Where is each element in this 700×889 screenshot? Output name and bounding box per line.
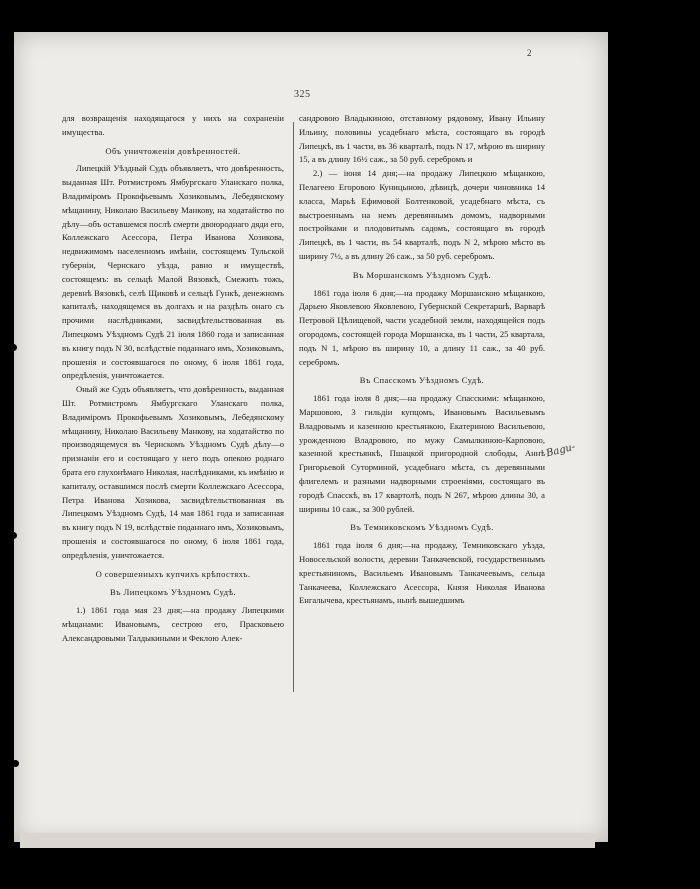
binding-hole-icon — [10, 344, 17, 351]
corner-mark: 2 — [527, 48, 532, 58]
paragraph: 1.) 1861 года мая 23 дня;—на продажу Липецкими мѣщанами: Ивановымъ, сестрою его, Прасковьею Александровыми Талдыкиными и Феклою Алек- — [62, 605, 284, 643]
section-heading: Въ Темниковскомъ Уѣздномъ Судѣ. — [350, 522, 494, 533]
section-heading: О совершенныхъ купчихъ крѣпостяхъ. — [95, 568, 251, 579]
margin-handwritten-note: Bagu- — [545, 441, 577, 460]
right-column — [299, 112, 545, 608]
section-heading: Въ Липецкомъ Уѣздномъ Судѣ. — [109, 587, 237, 598]
paragraph: 1861 года іюля 6 дня;—на продажу Моршанскою мѣщанкою, Дарьею Яковлевою Яковлевою, Губернской Секретаршѣ, Варварѣ Петровой Цѣлищевой, части усадебной земли, находящейся подъ огородомъ, состоящей города Моршанска, въ 1 части, 25 квартала, подъ N 1, мѣрою въ ширину 10, а длину 11 саж., за 40 руб. серебромъ. — [299, 287, 545, 367]
paragraph: для возвращенія находящагося у нихъ на сохраненіи имущества. — [62, 113, 284, 137]
binding-hole-icon — [10, 532, 17, 539]
page-bottom-edge — [20, 833, 595, 848]
section-heading: Объ уничтоженіи довѣренностей. — [105, 145, 241, 156]
paragraph: 2.) — іюня 14 дня;—на продажу Липецкою мѣщанкою, Пелагеею Егоровою Куницыною, дѣвицѣ, дочери чиновника 14 класса, Марьѣ Ефимовой Болтенковой, усадебнаго мѣста, съ выстроеннымъ на немъ деревяннымъ домомъ, надворными постройками и плодовитымъ садомъ, состоящаго въ городѣ Липецкѣ, въ 1 части, въ 54 кварталѣ, подъ N 2, мѣрою мѣсто въ ширину 7½, а въ длину 26 саж., за 50 руб. серебромъ. — [299, 168, 545, 261]
paragraph: сандровою Владыкиною, отставному рядовому, Ивану Ильину Ильину, половины усадебнаго мѣста, состоящаго въ городѣ Липецкѣ, въ 1 части, въ 36 кварталѣ, подъ N 17, мѣрою въ ширину 15, а въ длину 16½ саж., за 50 руб. серебромъ и — [299, 113, 545, 165]
paragraph: Оный же Судъ объявляетъ, что довѣренность, выданная Шт. Ротмистромъ Ямбургскаго Уланскаго полка, Владиміромъ Прокофьевымъ Хозиковымъ, Лебедянскому мѣщанину, Николаю Васильеву Манкову, на ходатайство по производящемуся въ Чернскомъ Уѣздномъ Судѣ дѣлу—о признаніи его и состоящаго у него подъ опекою роднаго брата его глухонѣмаго Николая, наслѣдниками, къ имѣнію и капиталу, оставшимся послѣ смерти Коллежскаго Асессора, Петра Иванова Хозикова, засвидѣтельствованная въ Липецкомъ Уѣздномъ Судѣ, 14 мая 1861 года и записанная въ книгу подъ N 19, вслѣдствіе поданнаго имъ, Хозиковымъ, прошенія и состоявшагося по оному, 6 іюля 1861 года, опредѣленія, уничтожается. — [62, 384, 284, 560]
column-divider — [293, 122, 294, 692]
left-column — [62, 112, 284, 645]
paragraph: 1861 года іюля 8 дня;—на продажу Спасскими: мѣщанкою, Маршовою, 3 гильдіи купцомъ, Ивановымъ Васильевымъ Владровымъ и казенною крестьянкою, Екатериною Васильевою, урожденною Владровою, по мужу Самылкиною-Карповою, казенной крестьянкѣ, Пшацкой пригородной слободы, Аннѣ Григорьевой Суторминой, усадебнаго мѣста, съ деревянными флигелемъ и разными надворными строеніями, состоящаго въ городѣ Спасскѣ, въ 17 квартолѣ, подъ N 267, мѣрою длины 30, а ширины 10 саж., за 300 рублей. — [299, 393, 545, 514]
paragraph: 1861 года іюля 6 дня;—на продажу, Темниковскаго уѣзда, Новосельской волости, деревни Танкачевской, государственнымъ крестьяниномъ, Васильемъ Ивановымъ Танкачеевымъ, сельца Танкачеева, Коллежскаго Асессора, Князя Николая Иванова Енгалычева, крестьянамъ, нынѣ вышедшимъ — [299, 540, 545, 606]
binding-hole-icon — [6, 96, 13, 103]
page-number: 325 — [294, 89, 311, 100]
document-page — [14, 32, 608, 842]
binding-hole-icon — [12, 760, 19, 767]
section-heading: Въ Спасскомъ Уѣздномъ Судѣ. — [359, 375, 485, 386]
paragraph: Липецкій Уѣздный Судъ объявляетъ, что довѣренность, выданная Шт. Ротмистромъ Ямбургскаго Уланскаго полка, Владиміромъ Прокофьевымъ Хозиковымъ, Лебедянскому мѣщанину, Николаю Васильеву Манкову, на ходатайство по дѣлу—объ оставшемся послѣ смерти двоюроднаго дяди его, Коллежскаго Асессора, Петра Иванова Хозикова, недвижимомъ населенномъ имѣніи, состоящемъ Тульской губерніи, Чернскаго уѣзда, равно и имуществѣ, состоящемъ: въ сельцѣ Малой Вязовкѣ, Смежить тожъ, деревнѣ Вязовкѣ, селѣ Щиковѣ и сельцѣ Гункѣ, денежномъ капиталѣ, находящемся въ долгахъ и на раздѣлъ онаго съ прочими наслѣдниками, засвидѣтельствованная въ Липецкомъ Уѣздномъ Судѣ 21 іюля 1860 года и записанная въ книгу подъ N 30, вслѣдствіе поданнаго имъ, Хозиковымъ, прошенія и состоявшагося по оному, 6 іюля 1861 года, опредѣленія, уничтожается. — [62, 163, 284, 381]
section-heading: Въ Моршанскомъ Уѣздномъ Судѣ. — [352, 269, 492, 280]
